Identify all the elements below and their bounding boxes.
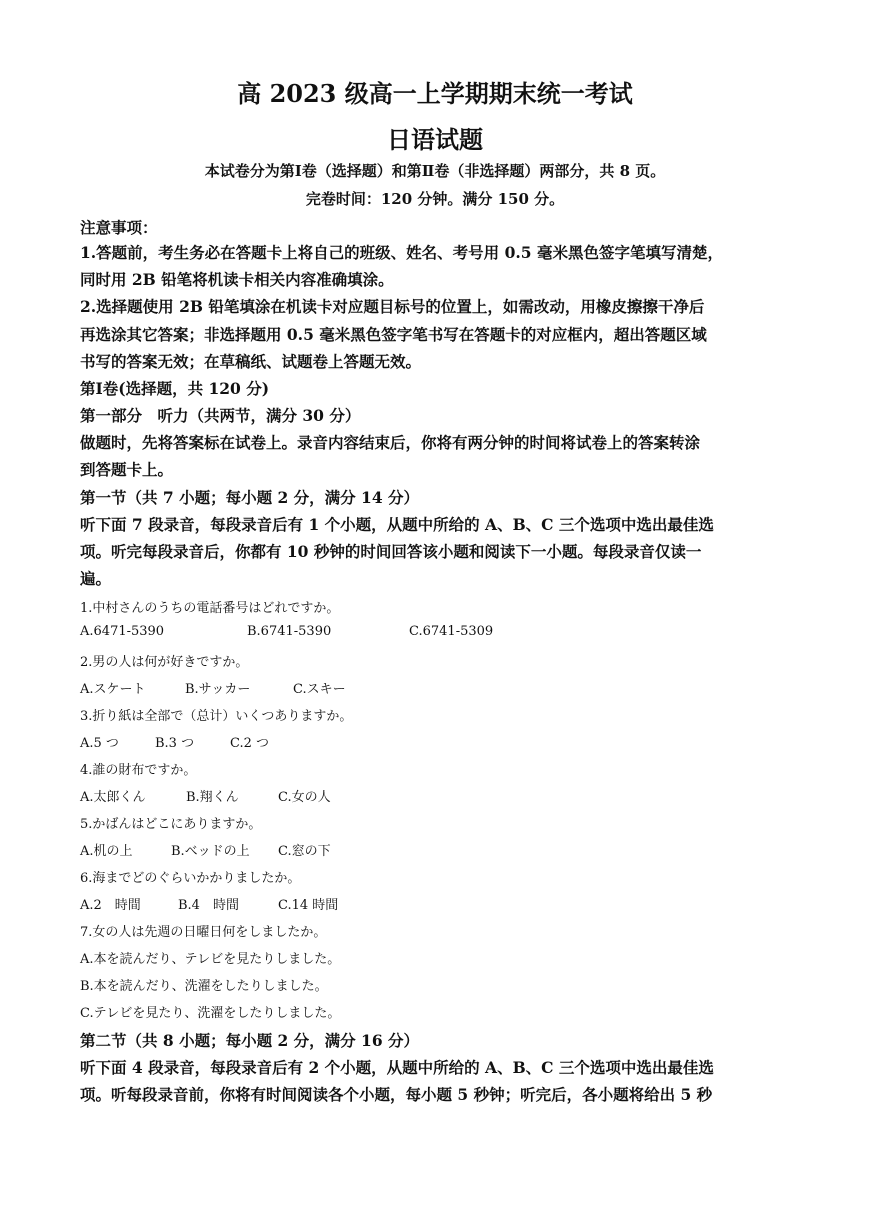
q4-option-c: C.女の人 bbox=[278, 790, 331, 805]
q5-option-a: A.机の上 bbox=[80, 844, 133, 859]
q3-option-c: C.2 つ bbox=[230, 736, 270, 751]
q3-option-a: A.5 つ bbox=[80, 736, 119, 751]
exam-info-time: 完卷时间：120 分钟。满分 150 分。 bbox=[305, 190, 565, 208]
part1-heading: 第一部分 听力（共两节，满分 30 分） bbox=[80, 406, 361, 425]
exam-subject: 日语试题 bbox=[387, 125, 483, 154]
section1-instruction: 遍。 bbox=[80, 569, 112, 588]
section2-instruction: 听下面 4 段录音，每段录音后有 2 个小题，从题中所给的 A、B、C 三个选项中选出最佳选 bbox=[80, 1058, 714, 1077]
q1-option-c: C.6741-5309 bbox=[409, 624, 494, 639]
q4-option-a: A.太郎くん bbox=[80, 790, 146, 805]
q7-option-a: A.本を読んだり、テレビを見たりしました。 bbox=[80, 952, 341, 967]
part1-instruction: 做题时，先将答案标在试卷上。录音内容结束后，你将有两分钟的时间将试卷上的答案转涂 bbox=[80, 433, 701, 452]
note-line: 书写的答案无效；在草稿纸、试题卷上答题无效。 bbox=[80, 352, 422, 371]
q1-option-a: A.6471-5390 bbox=[80, 624, 165, 639]
q6-option-b: B.4 時間 bbox=[178, 898, 239, 913]
section1-instruction: 听下面 7 段录音，每段录音后有 1 个小题，从题中所给的 A、B、C 三个选项中选出最佳选 bbox=[80, 515, 714, 534]
q7-option-b: B.本を読んだり、洗濯をしたりしました。 bbox=[80, 979, 328, 994]
note-line: 1.答题前，考生务必在答题卡上将自己的班级、姓名、考号用 0.5 毫米黑色签字笔填写清楚， bbox=[80, 243, 723, 262]
question-6: 6.海までどのぐらいかかりましたか。 bbox=[80, 871, 301, 886]
q2-option-b: B.サッカー bbox=[185, 682, 251, 697]
exam-info-pages: 本试卷分为第Ⅰ卷（选择题）和第Ⅱ卷（非选择题）两部分，共 8 页。 bbox=[204, 162, 666, 180]
section1-instruction: 项。听完每段录音后，你都有 10 秒钟的时间回答该小题和阅读下一小题。每段录音仅读一 bbox=[80, 542, 702, 561]
question-5: 5.かばんはどこにありますか。 bbox=[80, 817, 262, 832]
q5-option-b: B.ベッドの上 bbox=[171, 844, 250, 859]
question-7: 7.女の人は先週の日曜日何をしましたか。 bbox=[80, 925, 327, 940]
question-1: 1.中村さんのうちの電話番号はどれですか。 bbox=[80, 601, 340, 616]
notes-heading: 注意事项： bbox=[80, 218, 158, 237]
section1-heading: 第一节（共 7 小题；每小题 2 分，满分 14 分） bbox=[80, 488, 420, 507]
volume1-heading: 第Ⅰ卷(选择题，共 120 分) bbox=[80, 379, 270, 398]
q6-option-c: C.14 時間 bbox=[278, 898, 339, 913]
q1-option-b: B.6741-5390 bbox=[247, 624, 332, 639]
q3-option-b: B.3 つ bbox=[155, 736, 195, 751]
q7-option-c: C.テレビを見たり、洗濯をしたりしました。 bbox=[80, 1006, 341, 1021]
exam-title: 高 2023 级高一上学期期末统一考试 bbox=[237, 79, 633, 108]
question-4: 4.誰の財布ですか。 bbox=[80, 763, 197, 778]
question-2: 2.男の人は何が好きですか。 bbox=[80, 655, 249, 670]
section2-heading: 第二节（共 8 小题；每小题 2 分，满分 16 分） bbox=[80, 1031, 420, 1050]
q4-option-b: B.翔くん bbox=[186, 790, 239, 805]
note-line: 同时用 2B 铅笔将机读卡相关内容准确填涂。 bbox=[80, 270, 394, 289]
q2-option-c: C.スキー bbox=[293, 682, 346, 697]
q2-option-a: A.スケート bbox=[80, 682, 146, 697]
q6-option-a: A.2 時間 bbox=[80, 898, 141, 913]
q5-option-c: C.窓の下 bbox=[278, 844, 331, 859]
question-3: 3.折り紙は全部で（总计）いくつありますか。 bbox=[80, 709, 353, 724]
section2-instruction: 项。听每段录音前，你将有时间阅读各个小题，每小题 5 秒钟；听完后，各小题将给出 5 秒 bbox=[80, 1085, 713, 1104]
note-line: 再选涂其它答案；非选择题用 0.5 毫米黑色签字笔书写在答题卡的对应框内，超出答题区域 bbox=[80, 325, 707, 344]
note-line: 2.选择题使用 2B 铅笔填涂在机读卡对应题目标号的位置上，如需改动，用橡皮擦擦干净后 bbox=[80, 297, 705, 316]
part1-instruction: 到答题卡上。 bbox=[80, 460, 174, 479]
